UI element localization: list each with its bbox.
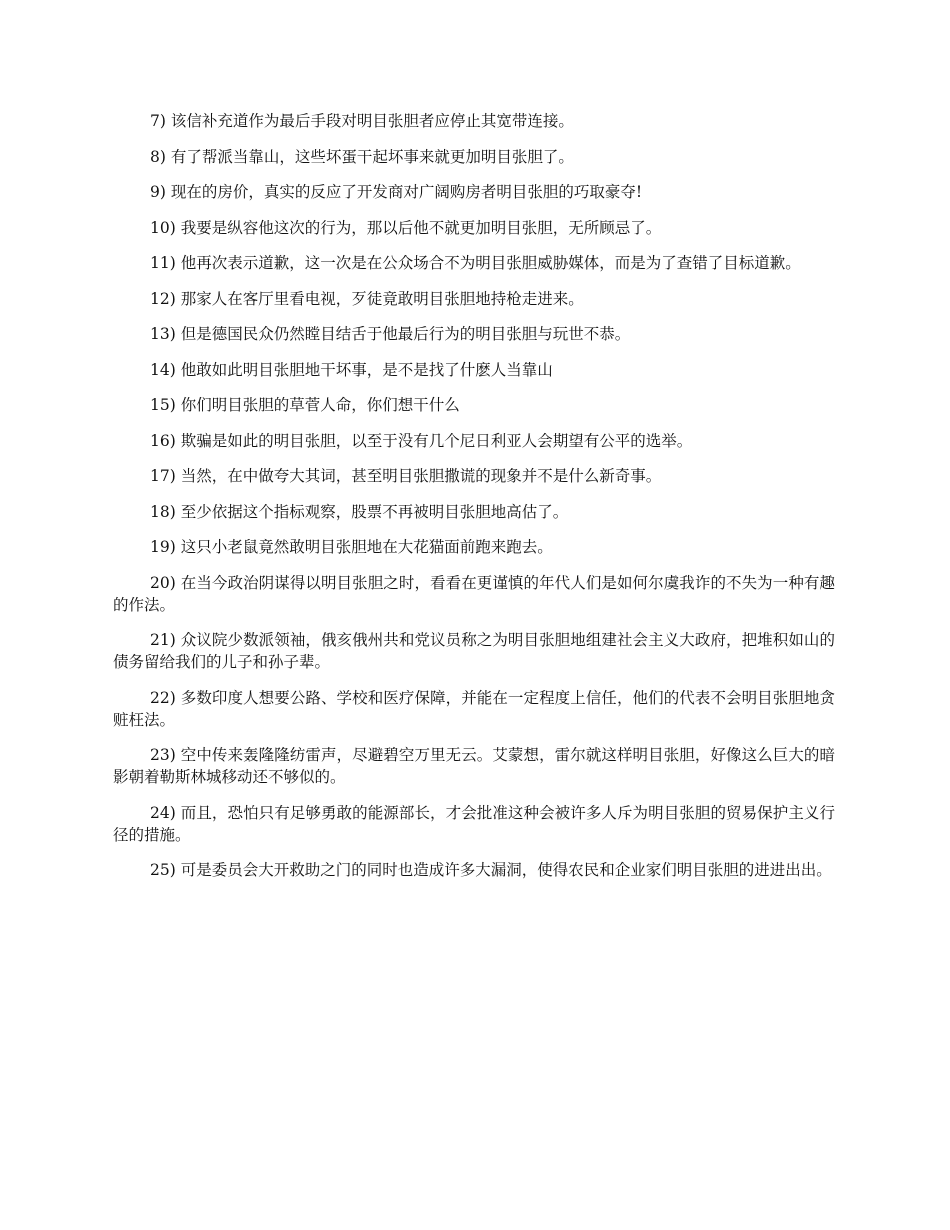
sentence-18: 18) 至少依据这个指标观察，股票不再被明目张胆地高估了。 [150,502,569,521]
sentence-7: 7) 该信补充道作为最后手段对明目张胆者应停止其宽带连接。 [150,112,574,130]
sentence-14: 14) 他敢如此明目张胆地干坏事，是不是找了什麽人当靠山 [150,360,553,379]
sentence-11: 11) 他再次表示道歉，这一次是在公众场合不为明目张胆威胁媒体，而是为了查错了目标道歉。 [150,254,801,272]
document-body [113,110,835,895]
sentence-20: 20) 在当今政治阴谋得以明目张胆之时，看看在更谨慎的年代人们是如何尔虞我诈的不失为一种有趣的作法。 [113,573,835,614]
sentence-25: 25) 可是委员会大开救助之门的同时也造成许多大漏洞，使得农民和企业家们明目张胆的进进出出。 [150,861,832,879]
sentence-13: 13) 但是德国民众仍然瞠目结舌于他最后行为的明目张胆与玩世不恭。 [150,325,631,343]
sentence-22: 22) 多数印度人想要公路、学校和医疗保障，并能在一定程度上信任，他们的代表不会明目张胆地贪赃枉法。 [113,688,835,729]
sentence-16: 16) 欺骗是如此的明目张胆，以至于没有几个尼日利亚人会期望有公平的选举。 [150,431,693,450]
sentence-24: 24) 而且，恐怕只有足够勇敢的能源部长，才会批准这种会被许多人斥为明目张胆的贸易保护主义行径的措施。 [113,803,835,844]
sentence-12: 12) 那家人在客厅里看电视，歹徒竟敢明目张胆地持枪走进来。 [150,289,584,308]
sentence-8: 8) 有了帮派当靠山，这些坏蛋干起坏事来就更加明目张胆了。 [150,147,574,166]
sentence-15: 15) 你们明目张胆的草菅人命，你们想干什么 [150,396,460,414]
sentence-21: 21) 众议院少数派领袖，俄亥俄州共和党议员称之为明目张胆地组建社会主义大政府，把堆积如山的债务留给我们的儿子和孙子辈。 [113,631,835,671]
sentence-10: 10) 我要是纵容他这次的行为，那以后他不就更加明目张胆，无所顾忌了。 [150,218,662,237]
sentence-17: 17) 当然，在中做夸大其词，甚至明目张胆撒谎的现象并不是什么新奇事。 [150,467,662,485]
sentence-19: 19) 这只小老鼠竟然敢明目张胆地在大花猫面前跑来跑去。 [150,538,553,556]
sentence-23: 23) 空中传来轰隆隆纺雷声，尽避碧空万里无云。艾蒙想，雷尔就这样明目张胆，好像这么巨大的暗影朝着勒斯林城移动还不够似的。 [113,746,835,786]
sentence-9: 9) 现在的房价，真实的反应了开发商对广阔购房者明目张胆的巧取豪夺! [150,183,643,201]
